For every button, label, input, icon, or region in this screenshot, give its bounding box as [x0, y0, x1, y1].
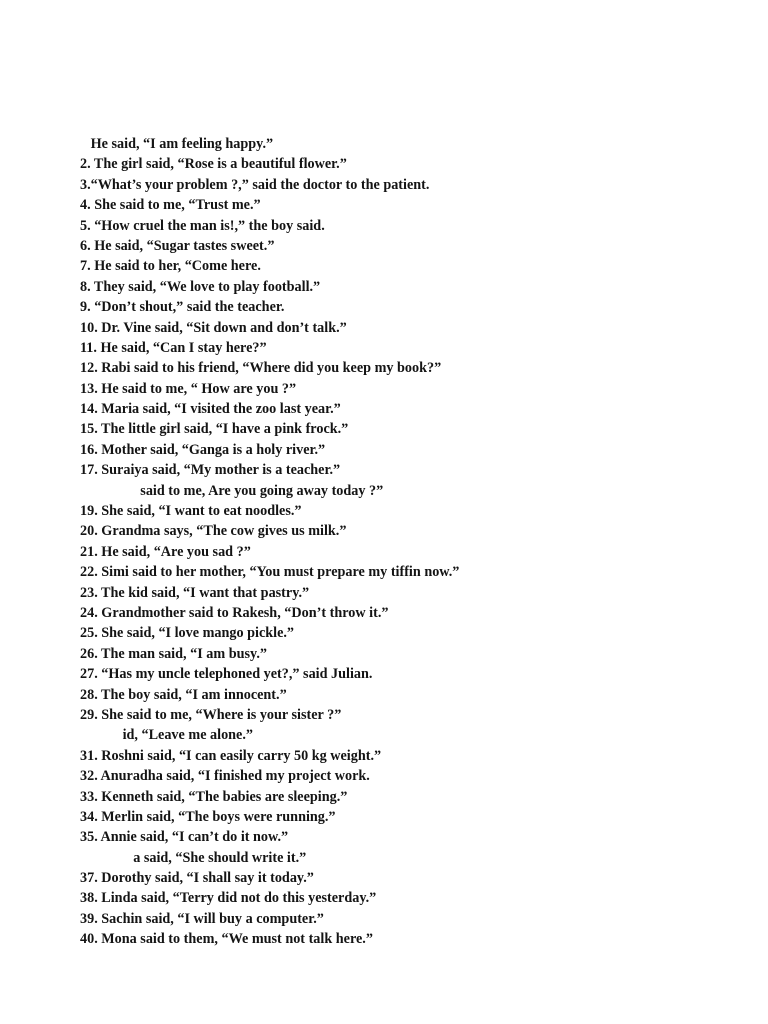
sentence-line: 27. “Has my uncle telephoned yet?,” said Julian. — [80, 666, 373, 683]
sentence-line: 14. Maria said, “I visited the zoo last year.” — [80, 401, 341, 418]
sentence-line: 20. Grandma says, “The cow gives us milk.” — [80, 523, 347, 540]
sentence-line: 39. Sachin said, “I will buy a computer.” — [80, 910, 324, 927]
sentence-line: 5. “How cruel the man is!,” the boy said. — [80, 217, 325, 234]
sentence-line: 23. The kid said, “I want that pastry.” — [80, 584, 310, 601]
sentence-line: 40. Mona said to them, “We must not talk here.” — [80, 931, 373, 948]
sentence-line: id, “Leave me alone.” — [80, 727, 253, 744]
sentence-line: 13. He said to me, “ How are you ?” — [80, 380, 297, 397]
sentence-line: 10. Dr. Vine said, “Sit down and don’t talk.” — [80, 319, 347, 336]
sentence-line: 6. He said, “Sugar tastes sweet.” — [80, 237, 275, 254]
sentence-line: 17. Suraiya said, “My mother is a teacher.” — [80, 462, 341, 479]
sentence-line: 24. Grandmother said to Rakesh, “Don’t throw it.” — [80, 604, 389, 621]
sentence-line: 34. Merlin said, “The boys were running.” — [80, 808, 336, 825]
sentence-line: 8. They said, “We love to play football.” — [80, 278, 321, 295]
sentence-line: 2. The girl said, “Rose is a beautiful flower.” — [80, 156, 347, 173]
sentence-line: 9. “Don’t shout,” said the teacher. — [80, 299, 285, 316]
sentence-line: 21. He said, “Are you sad ?” — [80, 543, 251, 560]
sentence-line: 33. Kenneth said, “The babies are sleeping.” — [80, 788, 348, 805]
sentence-line: 11. He said, “Can I stay here?” — [80, 339, 267, 356]
sentence-line: 35. Annie said, “I can’t do it now.” — [80, 829, 289, 846]
sentence-line: 15. The little girl said, “I have a pink frock.” — [80, 421, 349, 438]
sentence-line: 38. Linda said, “Terry did not do this yesterday.” — [80, 890, 377, 907]
sentence-line: 19. She said, “I want to eat noodles.” — [80, 503, 302, 520]
sentence-line: 25. She said, “I love mango pickle.” — [80, 625, 295, 642]
sentence-line: 7. He said to her, “Come here. — [80, 258, 261, 275]
sentence-line: 12. Rabi said to his friend, “Where did you keep my book?” — [80, 360, 442, 377]
sentence-line: 28. The boy said, “I am innocent.” — [80, 686, 287, 703]
sentence-line: 16. Mother said, “Ganga is a holy river.” — [80, 441, 326, 458]
sentence-line: 31. Roshni said, “I can easily carry 50 kg weight.” — [80, 747, 382, 764]
sentence-line: 37. Dorothy said, “I shall say it today.” — [80, 870, 314, 887]
sentence-line: said to me, Are you going away today ?” — [80, 482, 384, 499]
sentence-list — [80, 134, 459, 950]
sentence-line: a said, “She should write it.” — [80, 849, 307, 866]
sentence-line: He said, “I am feeling happy.” — [80, 136, 274, 152]
sentence-line: 22. Simi said to her mother, “You must prepare my tiffin now.” — [80, 564, 460, 581]
sentence-line: 26. The man said, “I am busy.” — [80, 645, 267, 662]
sentence-line: 4. She said to me, “Trust me.” — [80, 197, 261, 214]
sentence-line: 3.“What’s your problem ?,” said the doctor to the patient. — [80, 176, 430, 193]
sentence-line: 32. Anuradha said, “I finished my project work. — [80, 768, 370, 785]
sentence-line: 29. She said to me, “Where is your sister ?” — [80, 706, 342, 723]
